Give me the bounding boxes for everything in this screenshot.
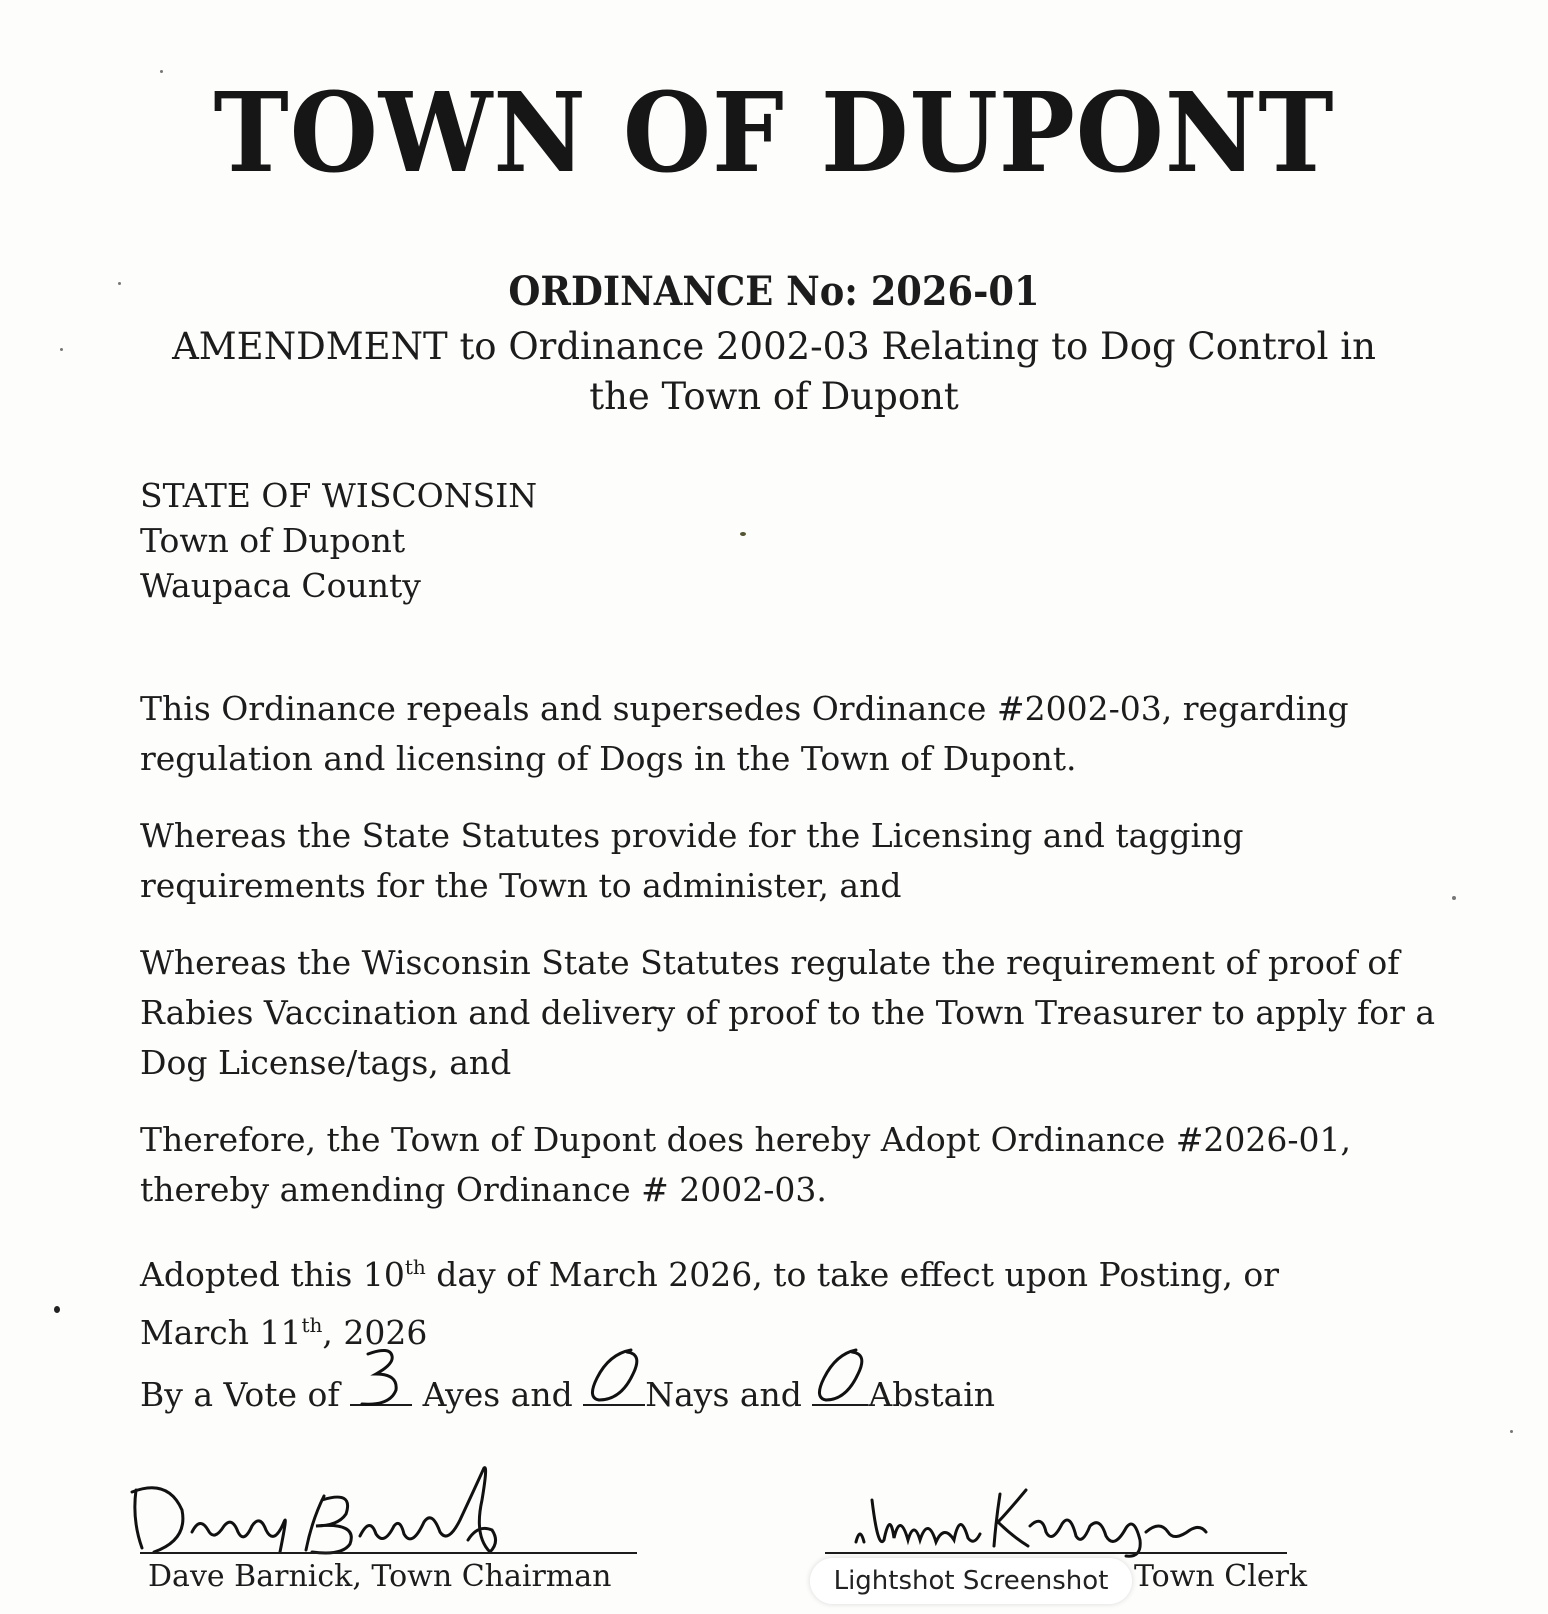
adopted-sup-2: th <box>301 1313 323 1337</box>
paragraph-repeal: This Ordinance repeals and supersedes Ordinance #2002-03, regarding regulation and licensing of Dogs in the Town of Dupont. <box>140 689 1349 778</box>
nays-handwritten-0 <box>583 1344 645 1414</box>
adopted-text-3: March 11 <box>140 1313 302 1352</box>
vote-line <box>140 1370 995 1420</box>
scan-speck <box>1510 1430 1513 1433</box>
town-title: TOWN OF DUPONT <box>213 68 1335 197</box>
adopted-sup-1: th <box>404 1255 426 1279</box>
nays-label: Nays and <box>645 1375 802 1414</box>
clerk-signature-line <box>825 1552 1287 1554</box>
ayes-handwritten-3 <box>350 1344 412 1414</box>
scan-speck <box>54 1306 60 1313</box>
abstain-label: Abstain <box>868 1375 996 1414</box>
adopted-text-1: Adopted this 10 <box>140 1255 405 1294</box>
ayes-label: Ayes and <box>422 1375 573 1414</box>
chairman-label: Dave Barnick, Town Chairman <box>148 1559 612 1594</box>
adopted-text-4: , 2026 <box>322 1313 428 1352</box>
paragraph-whereas-rabies: Whereas the Wisconsin State Statutes regulate the requirement of proof of Rabies Vaccination and delivery of proof to the Town Treasurer to apply for a Dog License/tags, and <box>140 943 1436 1082</box>
jurisdiction-block <box>140 473 537 608</box>
abstain-count-field <box>812 1370 868 1406</box>
abstain-handwritten-0 <box>812 1344 868 1414</box>
paragraph-therefore: Therefore, the Town of Dupont does hereby Adopt Ordinance #2026-01, thereby amending Ordinance # 2002-03. <box>140 1120 1352 1209</box>
paragraph-whereas-licensing: Whereas the State Statutes provide for the Licensing and tagging requirements for the Town to administer, and <box>140 816 1244 905</box>
ayes-count-field <box>350 1370 412 1406</box>
scan-speck <box>160 70 163 73</box>
adopted-text-2: day of March 2026, to take effect upon Posting, or <box>425 1255 1279 1294</box>
state-line: STATE OF WISCONSIN <box>140 476 538 515</box>
county-line: Waupaca County <box>140 566 421 605</box>
scan-speck <box>118 282 121 285</box>
scan-speck <box>1452 896 1456 900</box>
ordinance-subtitle: AMENDMENT to Ordinance 2002-03 Relating to Dog Control in the Town of Dupont <box>172 325 1376 418</box>
paragraph-adopted <box>140 1242 1440 1358</box>
chairman-signature <box>128 1460 528 1560</box>
town-line: Town of Dupont <box>140 521 406 560</box>
nays-count-field <box>583 1370 645 1406</box>
ordinance-number: ORDINANCE No: 2026-01 <box>508 268 1040 315</box>
clerk-label: Town Clerk <box>1134 1559 1308 1594</box>
vote-prefix: By a Vote of <box>140 1375 340 1414</box>
scan-speck <box>60 348 63 351</box>
scan-speck <box>740 532 746 536</box>
chairman-signature-line <box>140 1552 637 1554</box>
clerk-signature <box>850 1480 1210 1560</box>
lightshot-screenshot-tooltip[interactable]: Lightshot Screenshot <box>810 1558 1132 1604</box>
